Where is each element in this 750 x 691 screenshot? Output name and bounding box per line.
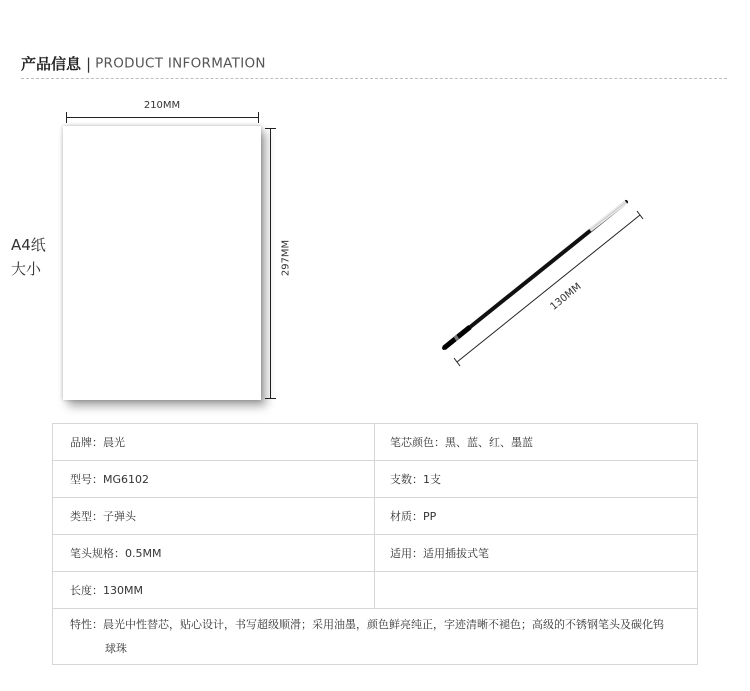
table-row (53, 609, 698, 665)
spec-count: 支数：1支 (375, 461, 698, 498)
paper-size-label (11, 233, 46, 281)
spec-table (52, 423, 698, 665)
paper-height-label: 297MM (280, 239, 292, 277)
spec-model: 型号：MG6102 (53, 461, 375, 498)
paper-width-label: 210MM (143, 100, 181, 111)
spec-empty-cell (375, 572, 698, 609)
title-separator: | (86, 54, 92, 73)
spec-refill-color: 笔芯颜色：黑、蓝、红、墨蓝 (375, 424, 698, 461)
table-row (53, 461, 698, 498)
spec-brand: 品牌：晨光 (53, 424, 375, 461)
a4-paper-illustration (63, 126, 261, 400)
section-title-en: PRODUCT INFORMATION (95, 55, 266, 72)
paper-label-line2: 大小 (11, 260, 42, 278)
refill-length-label: 130MM (548, 281, 584, 313)
spec-features-cell (53, 609, 698, 665)
spec-tip-size: 笔头规格：0.5MM (53, 535, 375, 572)
spec-length: 长度：130MM (53, 572, 375, 609)
spec-applicable: 适用：适用插拔式笔 (375, 535, 698, 572)
section-title-cn: 产品信息 (21, 55, 82, 73)
spec-type: 类型：子弹头 (53, 498, 375, 535)
table-row (53, 424, 698, 461)
table-row (53, 535, 698, 572)
height-dimension-line (265, 128, 276, 399)
table-row (53, 572, 698, 609)
paper-label-line1: A4纸 (11, 236, 46, 254)
pen-refill-image (444, 202, 626, 348)
spec-features: 特性：晨光中性替芯，贴心设计，书写超级顺滑；采用油墨，颜色鲜亮纯正，字迹清晰不褪色；高级的不锈钢笔头及碳化钨球珠 (70, 617, 664, 655)
width-dimension-line (66, 112, 259, 123)
table-row (53, 498, 698, 535)
refill-length-dimension-line (454, 211, 643, 366)
spec-material: 材质：PP (375, 498, 698, 535)
